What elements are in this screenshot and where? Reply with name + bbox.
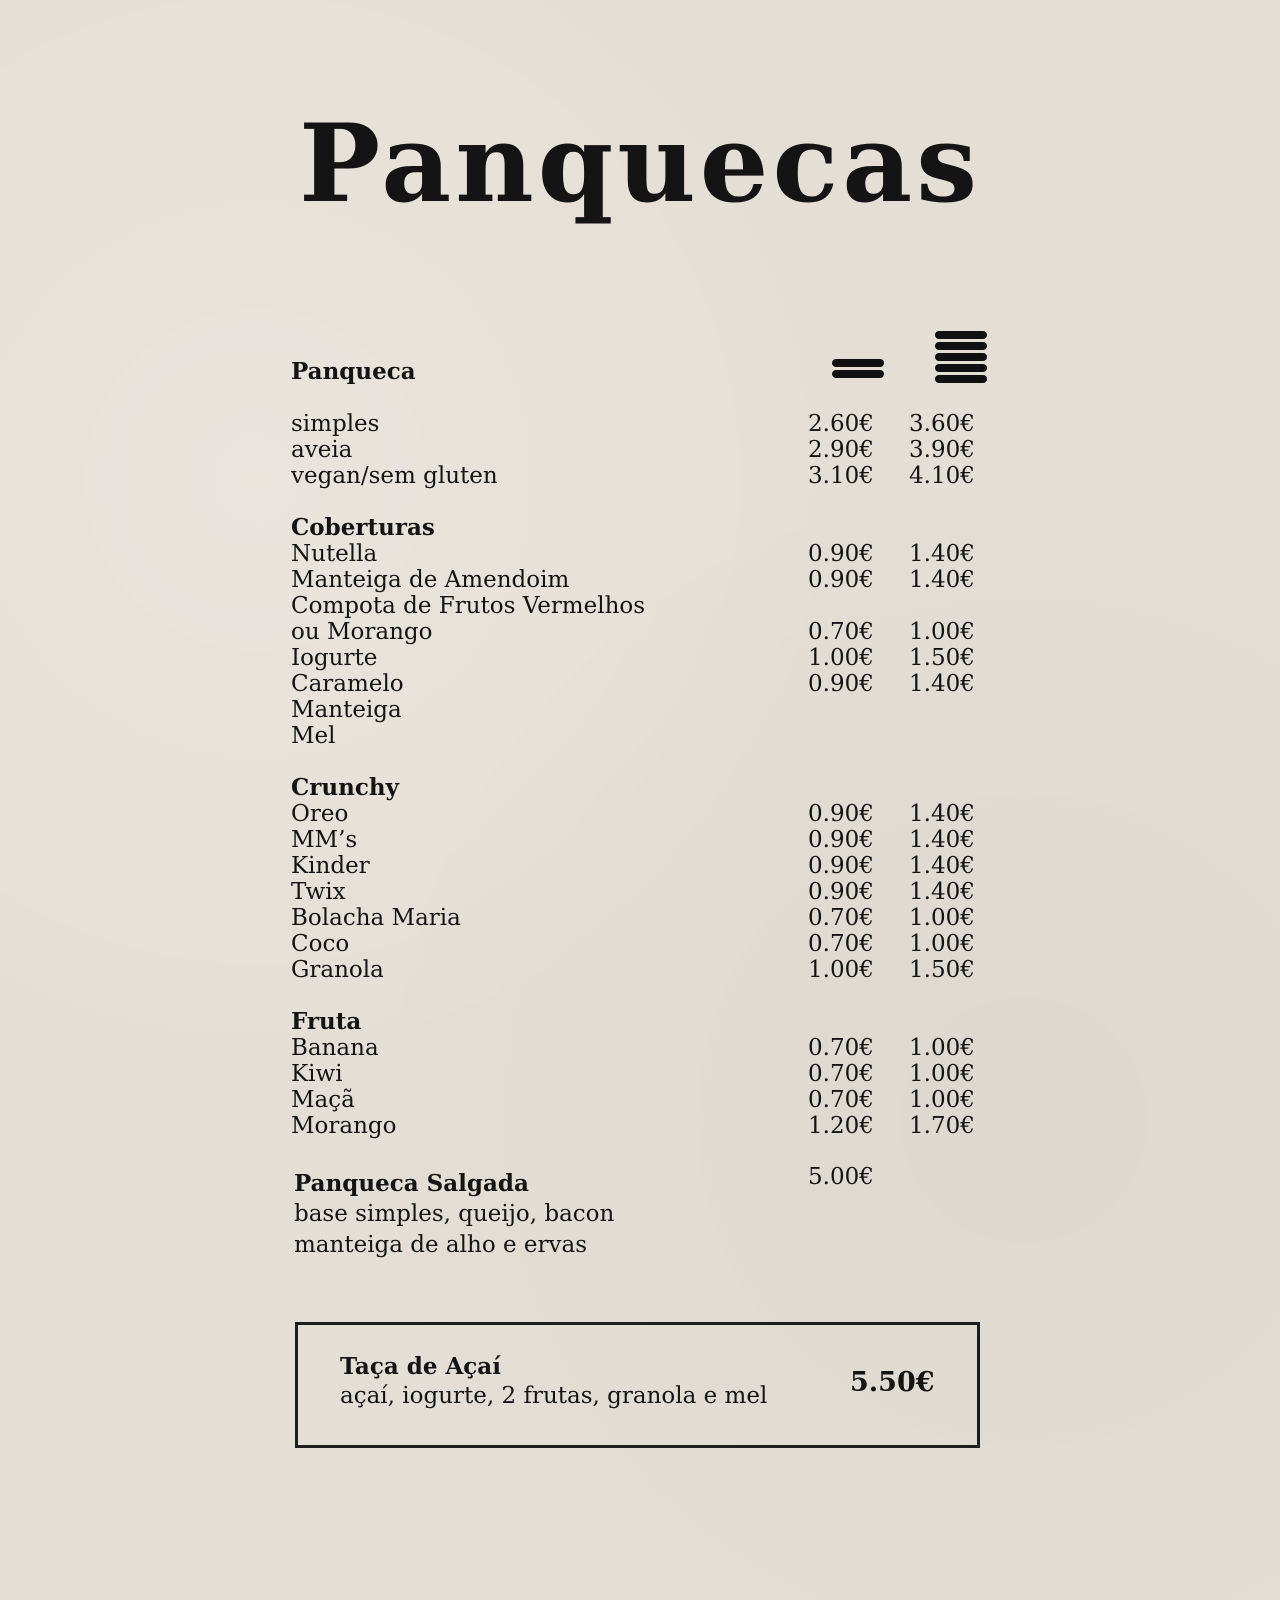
menu-item-row (291, 411, 1011, 437)
price-two-stack: 2.60€ (808, 411, 874, 437)
acai-box (295, 1322, 980, 1448)
menu-item-name: MM’s (291, 827, 358, 853)
price-five-stack: 1.00€ (909, 1035, 975, 1061)
section-heading: Coberturas (291, 514, 435, 541)
price-five-stack: 1.00€ (909, 1087, 975, 1113)
price-five-stack: 1.00€ (909, 1061, 975, 1087)
menu-item-name: Twix (291, 879, 346, 905)
menu-item-row (291, 671, 1011, 697)
price-two-stack: 0.90€ (808, 827, 874, 853)
menu-item-name: Oreo (291, 801, 349, 827)
menu-item-name: Kiwi (291, 1061, 343, 1087)
menu-item-name: ou Morango (291, 619, 433, 645)
menu-item-row (291, 697, 1011, 723)
menu-item-name: vegan/sem gluten (291, 463, 498, 489)
price-five-stack: 1.40€ (909, 671, 975, 697)
price-five-stack: 1.00€ (909, 619, 975, 645)
panqueca-salgada-section (294, 1164, 874, 1261)
price-five-stack: 3.60€ (909, 411, 975, 437)
price-five-stack: 1.50€ (909, 957, 975, 983)
price-five-stack: 3.90€ (909, 437, 975, 463)
menu-item-row (291, 853, 1011, 879)
menu-item-row (291, 437, 1011, 463)
price-five-stack: 1.40€ (909, 853, 975, 879)
price-five-stack: 1.40€ (909, 567, 975, 593)
price-two-stack: 1.20€ (808, 1113, 874, 1139)
menu-item-name: Kinder (291, 853, 370, 879)
menu-item-name: Manteiga de Amendoim (291, 567, 570, 593)
price-two-stack: 2.90€ (808, 437, 874, 463)
menu-item-row (291, 567, 1011, 593)
menu-item-name: aveia (291, 437, 353, 463)
menu-item-name: simples (291, 411, 380, 437)
menu-item-name: Morango (291, 1113, 397, 1139)
menu-item-row (291, 801, 1011, 827)
panqueca-salgada-description-line-2: manteiga de alho e ervas (294, 1232, 588, 1258)
menu-item-row (291, 593, 1011, 619)
panqueca-header-row (291, 359, 1011, 385)
menu-item-name: Coco (291, 931, 350, 957)
menu-item-name: Banana (291, 1035, 379, 1061)
price-two-stack: 0.90€ (808, 879, 874, 905)
menu-item-row (291, 1035, 1011, 1061)
menu-item-row (291, 619, 1011, 645)
price-two-stack: 0.70€ (808, 1061, 874, 1087)
five-pancake-stack-icon (935, 331, 987, 386)
price-five-stack: 1.40€ (909, 827, 975, 853)
price-two-stack: 0.70€ (808, 1087, 874, 1113)
menu-item-name: Bolacha Maria (291, 905, 461, 931)
price-five-stack: 1.40€ (909, 879, 975, 905)
price-five-stack: 1.40€ (909, 801, 975, 827)
price-two-stack: 1.00€ (808, 645, 874, 671)
acai-price: 5.50€ (850, 1367, 935, 1398)
menu-item-row (291, 1061, 1011, 1087)
price-two-stack: 0.90€ (808, 801, 874, 827)
acai-description: açaí, iogurte, 2 frutas, granola e mel (340, 1383, 768, 1409)
menu-item-name: Mel (291, 723, 336, 749)
menu-item-name: Manteiga (291, 697, 402, 723)
menu-item-name: Granola (291, 957, 384, 983)
section-heading-row (291, 1009, 1011, 1035)
panqueca-header-label: Panqueca (291, 358, 416, 385)
acai-title: Taça de Açaí (340, 1353, 501, 1380)
price-two-stack: 0.90€ (808, 671, 874, 697)
price-two-stack: 0.90€ (808, 567, 874, 593)
section-heading-row (291, 515, 1011, 541)
panqueca-salgada-description-line-1: base simples, queijo, bacon (294, 1201, 615, 1227)
menu-item-name: Nutella (291, 541, 378, 567)
price-two-stack: 0.90€ (808, 541, 874, 567)
price-five-stack: 1.70€ (909, 1113, 975, 1139)
menu-item-row (291, 645, 1011, 671)
menu-item-row (291, 905, 1011, 931)
menu-item-row (291, 723, 1011, 749)
menu-title: Panquecas (298, 101, 982, 227)
price-two-stack: 0.70€ (808, 931, 874, 957)
menu-item-name: Maçã (291, 1087, 355, 1113)
price-two-stack: 0.70€ (808, 619, 874, 645)
price-five-stack: 1.00€ (909, 931, 975, 957)
price-two-stack: 0.70€ (808, 1035, 874, 1061)
menu-item-row (291, 957, 1011, 983)
price-two-stack: 3.10€ (808, 463, 874, 489)
two-pancake-stack-icon (832, 359, 884, 381)
price-five-stack: 1.50€ (909, 645, 975, 671)
menu-item-name: Caramelo (291, 671, 404, 697)
menu-item-row (291, 463, 1011, 489)
price-five-stack: 1.40€ (909, 541, 975, 567)
section-heading: Crunchy (291, 774, 399, 801)
menu-item-row (291, 879, 1011, 905)
menu-item-row (291, 541, 1011, 567)
price-two-stack: 0.70€ (808, 905, 874, 931)
price-five-stack: 4.10€ (909, 463, 975, 489)
menu-item-row (291, 827, 1011, 853)
panqueca-salgada-title: Panqueca Salgada (294, 1170, 529, 1197)
price-five-stack: 1.00€ (909, 905, 975, 931)
menu-item-name: Iogurte (291, 645, 378, 671)
section-heading: Fruta (291, 1008, 362, 1035)
menu-item-row (291, 931, 1011, 957)
price-two-stack: 1.00€ (808, 957, 874, 983)
menu-item-row (291, 1113, 1011, 1139)
price-two-stack: 0.90€ (808, 853, 874, 879)
menu-item-row (291, 1087, 1011, 1113)
section-heading-row (291, 775, 1011, 801)
panqueca-salgada-price: 5.00€ (808, 1164, 874, 1190)
menu-item-name: Compota de Frutos Vermelhos (291, 593, 646, 619)
